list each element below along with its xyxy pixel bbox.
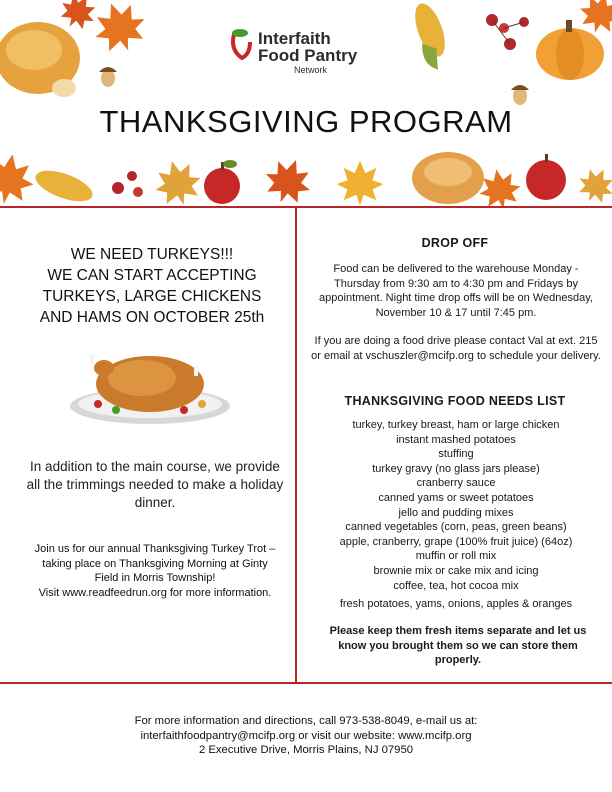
maple-leaf-icon: [259, 152, 318, 208]
decoration-header-band: [0, 140, 612, 208]
turkey-trot-text: [30, 542, 280, 600]
acorn-icon: [99, 67, 117, 87]
maple-leaf-icon: [337, 161, 384, 206]
maple-leaf-icon: [0, 150, 38, 208]
trimmings-text: In addition to the main course, we provide all the trimmings needed to make a holiday dinner.: [26, 459, 284, 510]
turkey-platter-image: [68, 348, 232, 428]
page-title: THANKSGIVING PROGRAM: [99, 104, 513, 139]
berries-icon: [112, 171, 143, 197]
food-drive-contact: If you are doing a food drive please contact Val at ext. 215 or email at vschuszler@mcifp.org to schedule your delivery.: [311, 335, 601, 362]
berries-icon: [486, 14, 529, 50]
logo-line-2: Food Pantry: [258, 46, 358, 65]
list-item: apple, cranberry, grape (100% fruit juice) (64oz): [339, 535, 573, 548]
divider-bottom: [0, 682, 612, 684]
fresh-items-note: Please keep them fresh items separate and let us know you brought them so we can store them properly.: [329, 625, 587, 667]
decoration-top-left: [0, 0, 170, 120]
maple-leaf-icon: [572, 162, 612, 208]
logo: [228, 28, 388, 92]
drop-off-body: [310, 262, 602, 378]
apple-logo-icon: [228, 28, 258, 62]
turkey-trot-line: Join us for our annual Thanksgiving Turkey Trot – taking place on Thanksgiving Morning at Ginty Field in Morris Township!: [34, 543, 276, 584]
headline-line: WE CAN START ACCEPTING: [47, 267, 257, 284]
footer-email-website: interfaithfoodpantry@mcifp.org or visit our website: www.mcifp.org: [140, 729, 472, 742]
decoration-top-right: [400, 0, 612, 120]
list-item: cranberry sauce: [416, 477, 496, 490]
footer: [0, 714, 612, 758]
corn-cob-icon: [406, 0, 455, 73]
drop-off-hours: Food can be delivered to the warehouse Monday - Thursday from 9:30 am to 4:30 pm and Fridays by appointment. Night time drop offs will be on Wednesday, November 10 & 17 until 7:45 pm.: [319, 263, 593, 319]
food-needs-heading: THANKSGIVING FOOD NEEDS LIST: [344, 394, 566, 408]
logo-line-3: Network: [294, 65, 328, 75]
list-item: stuffing: [438, 448, 474, 461]
list-item: coffee, tea, hot cocoa mix: [393, 579, 519, 592]
list-item: canned vegetables (corn, peas, green beans): [345, 521, 567, 534]
list-item: turkey, turkey breast, ham or large chicken: [352, 419, 560, 431]
headline-line: AND HAMS ON OCTOBER 25th: [39, 309, 265, 326]
turkey-trot-link-line: Visit www.readfeedrun.org for more information.: [38, 586, 272, 599]
acorn-icon: [511, 85, 529, 105]
headline-line: WE NEED TURKEYS!!!: [70, 246, 234, 263]
logo-text: [258, 30, 357, 76]
footer-contact-line: For more information and directions, call 973-538-8049, e-mail us at:: [134, 715, 478, 727]
corn-cob-icon: [32, 164, 97, 207]
headline-line: TURKEYS, LARGE CHICKENS: [42, 288, 262, 305]
drop-off-heading: DROP OFF: [421, 236, 489, 250]
divider-vertical: [295, 206, 297, 682]
list-item: jello and pudding mixes: [398, 506, 514, 519]
apple-icon: [204, 160, 240, 204]
divider-top: [0, 206, 612, 208]
logo-line-1: Interfaith: [258, 29, 331, 48]
turkey-headline: [14, 244, 290, 328]
food-needs-list: [310, 418, 602, 612]
footer-address: 2 Executive Drive, Morris Plains, NJ 07950: [198, 744, 414, 757]
bread-loaf-icon: [412, 152, 484, 204]
pumpkin-icon: [536, 20, 604, 80]
list-item: turkey gravy (no glass jars please): [372, 462, 540, 475]
list-item: canned yams or sweet potatoes: [378, 491, 534, 504]
list-item: brownie mix or cake mix and icing: [373, 564, 539, 577]
list-item: instant mashed potatoes: [396, 433, 516, 446]
list-item: fresh potatoes, yams, onions, apples & oranges: [339, 598, 573, 611]
maple-leaf-icon: [87, 0, 153, 59]
roast-turkey-icon: [0, 22, 80, 97]
maple-leaf-icon: [149, 155, 206, 208]
apple-icon: [526, 154, 566, 200]
list-item: muffin or roll mix: [415, 550, 497, 563]
